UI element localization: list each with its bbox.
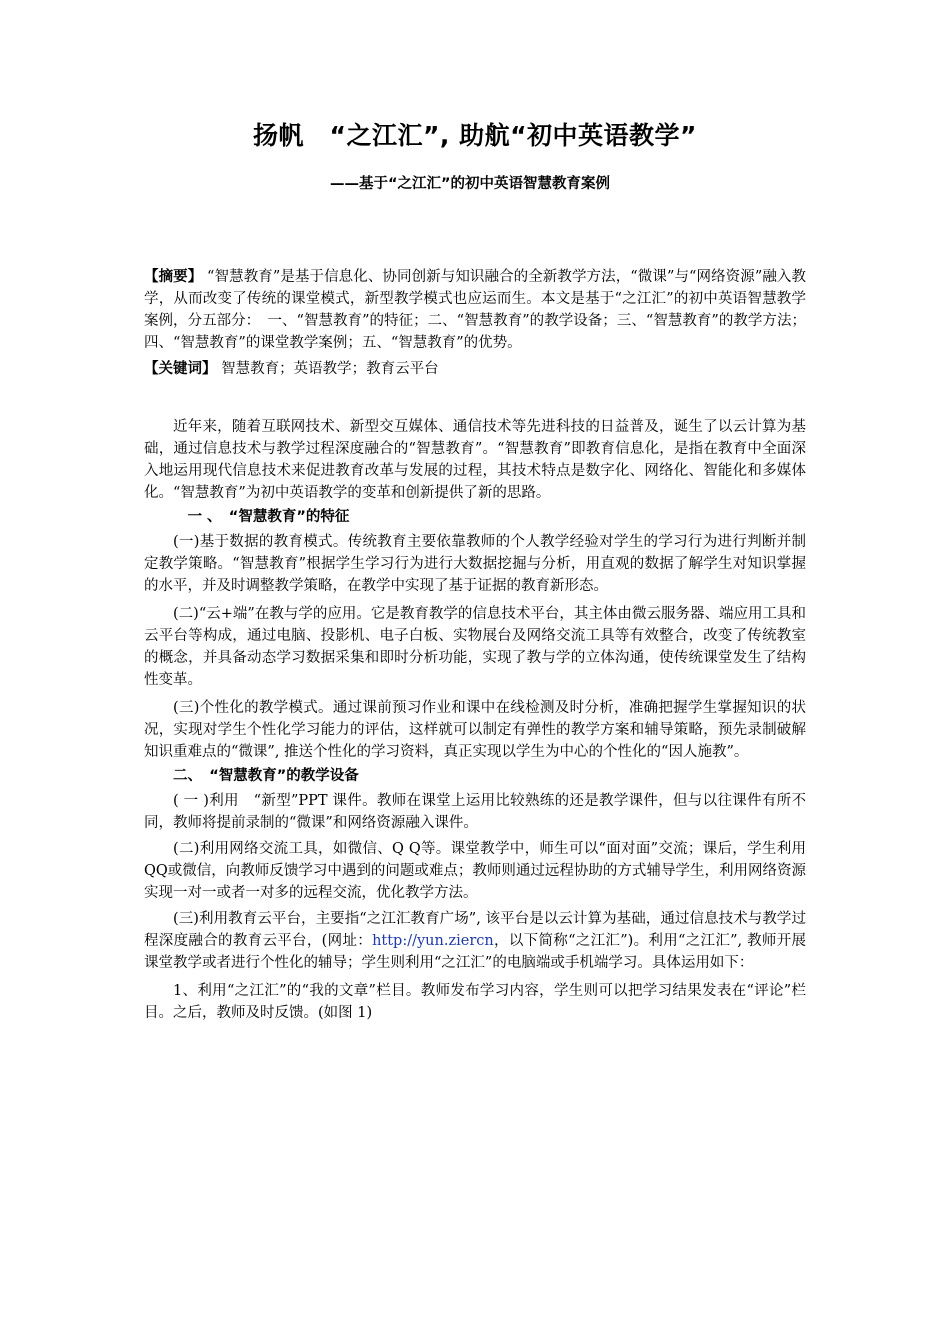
abstract-paragraph xyxy=(144,266,806,354)
list-item-1: 1、利用“之江汇”的“我的文章”栏目。教师发布学习内容，学生则可以把学习结果发表在“评论”栏目。之后，教师及时反馈。(如图 1) xyxy=(144,983,806,1021)
keywords-label: 【关键词】 xyxy=(144,361,217,377)
abstract-text: “智慧教育”是基于信息化、协同创新与知识融合的全新教学方法，“微课”与“网络资源”融入教学，从而改变了传统的课堂模式，新型教学模式也应运而生。本文是基于“之江汇”的初中英语智慧教学案例，分五部分： 一、“智慧教育”的特征；二、“智慧教育”的教学设备；三、“智慧教育”的教学方法；四、“智慧教育”的课堂教学案例；五、“智慧教育”的优势。 xyxy=(144,269,807,351)
page-subtitle: ——基于“之江汇”的初中英语智慧教育案例 xyxy=(330,176,611,192)
section1-paragraph-1: (一)基于数据的教育模式。传统教育主要依靠教师的个人教学经验对学生的学习行为进行判断并制定教学策略。“智慧教育”根据学生学习行为进行大数据挖掘与分析，用直观的数据了解学生对知识掌握的水平，并及时调整教学策略，在教学中实现了基于证据的教育新形态。 xyxy=(144,534,806,594)
section1-paragraph-3: (三)个性化的教学模式。通过课前预习作业和课中在线检测及时分析，准确把握学生掌握知识的状况，实现对学生个性化学习能力的评估，这样就可以制定有弹性的教学方案和辅导策略，预先录制破解知识重难点的“微课”, 推送个性化的学习资料，真正实现以学生为中心的个性化的“因人施教”。 xyxy=(144,700,806,760)
keywords-text: 智慧教育；英语教学；教育云平台 xyxy=(221,361,439,377)
platform-url-link[interactable]: http://yun.ziercn xyxy=(372,933,494,949)
section2-paragraph-3 xyxy=(144,908,806,974)
section2-paragraph-2: (二)利用网络交流工具，如微信、Q Q等。课堂教学中，师生可以“面对面”交流；课后，学生利用QQ或微信，向教师反馈学习中遇到的问题或难点；教师则通过远程协助的方式辅导学生，利用网络资源实现一对一或者一对多的远程交流，优化教学方法。 xyxy=(144,841,806,901)
section2-paragraph-1: ( 一 )利用 “新型”PPT 课件。教师在课堂上运用比较熟练的还是教学课件，但与以往课件有所不同，教师将提前录制的“微课”和网络资源融入课件。 xyxy=(144,793,806,831)
keywords-paragraph xyxy=(144,358,806,380)
document-body xyxy=(144,266,806,1024)
intro-paragraph: 近年来，随着互联网技术、新型交互媒体、通信技术等先进科技的日益普及，诞生了以云计算为基础，通过信息技术与教学过程深度融合的“智慧教育”。“智慧教育”即教育信息化，是指在教育中全面深入地运用现代信息技术来促进教育改革与发展的过程，其技术特点是数字化、网络化、智能化和多媒体化。“智慧教育”为初中英语教学的变革和创新提供了新的思路。 xyxy=(144,419,806,501)
section2-paragraph-3-start: (三)利用教育云平台，主要指“之江汇教育广场”, 该平台是以云计算为基础，通过信息技术与教学过程深度融合的教育云平台，(网址： xyxy=(144,911,806,949)
section1-paragraph-2: (二)“云+端”在教与学的应用。它是教育教学的信息技术平台，其主体由微云服务器、端应用工具和云平台等构成，通过电脑、投影机、电子白板、实物展台及网络交流工具等有效整合，改变了传统教室的概念，并具备动态学习数据采集和即时分析功能，实现了教与学的立体沟通，使传统课堂发生了结构性变革。 xyxy=(144,606,806,688)
section-heading-2: 二、 “智慧教育”的教学设备 xyxy=(173,768,359,784)
page-title: 扬帆 “之江汇”, 助航“初中英语教学” xyxy=(253,121,697,150)
section2-paragraph-3-end: ，以下简称“之江汇”)。利用“之江汇”, 教师开展课堂教学或者进行个性化的辅导；学生则利用“之江汇”的电脑端或手机端学习。具体运用如下： xyxy=(144,933,806,971)
abstract-label: 【摘要】 xyxy=(144,269,203,285)
section-heading-1: 一 、 “智慧教育”的特征 xyxy=(187,509,350,525)
